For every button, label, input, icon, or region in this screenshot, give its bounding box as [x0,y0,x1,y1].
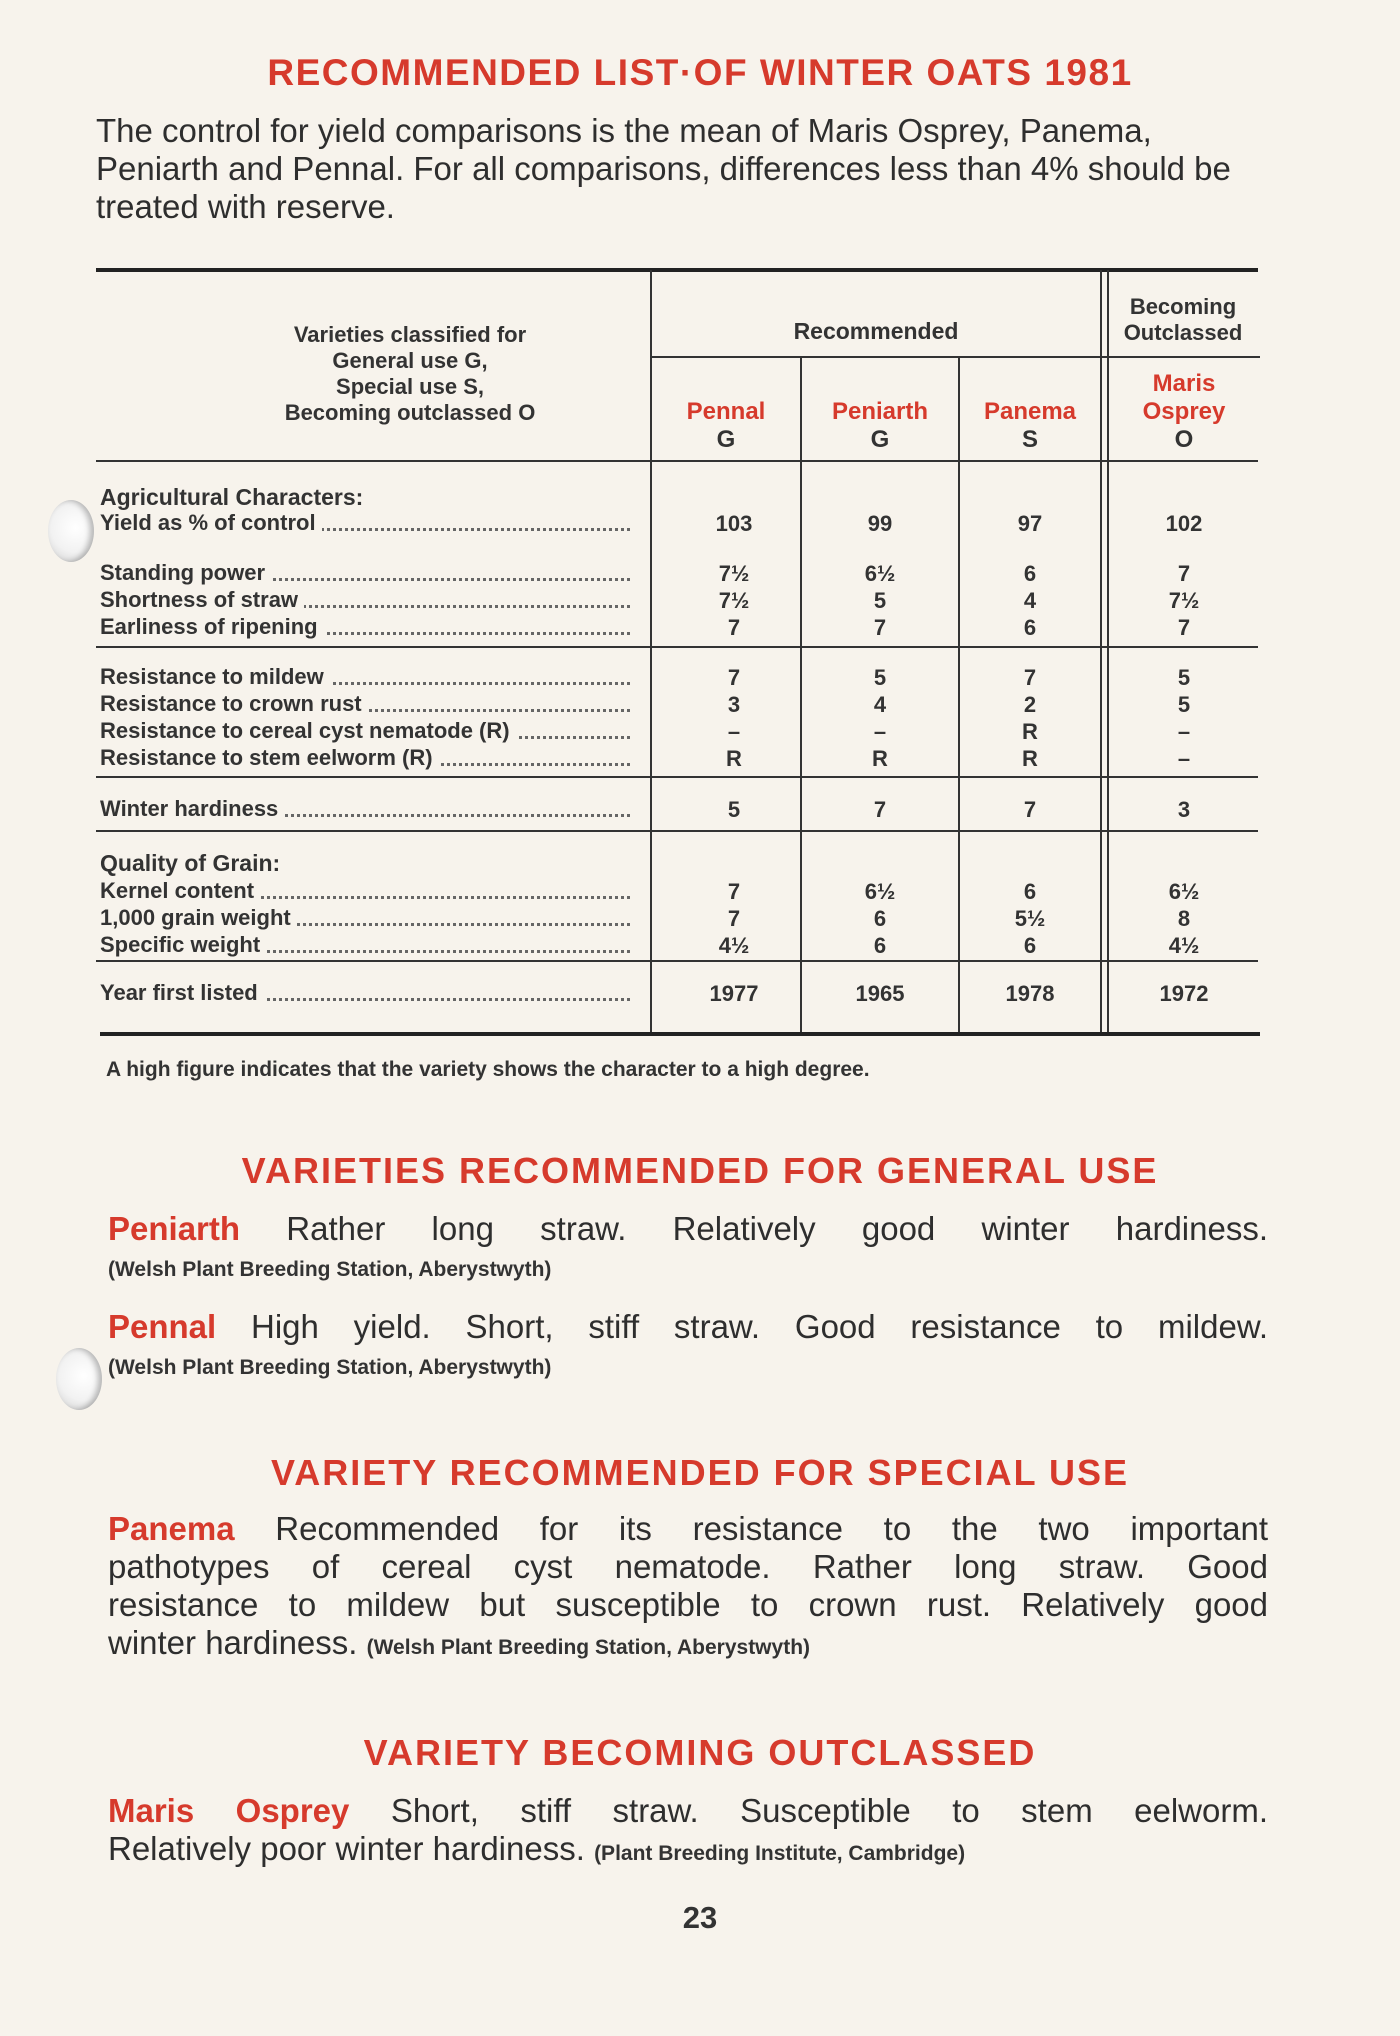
page-number: 23 [682,1900,718,1935]
table-cell: 1978 [1005,981,1055,1006]
table-cell: 7 [1023,797,1037,822]
table-cell: 1972 [1159,981,1209,1006]
row-label [100,691,630,717]
osprey-line [108,1792,1268,1830]
table-cell: 102 [1165,511,1203,536]
table-cell: 6 [1023,561,1037,586]
table-cell: 97 [1017,511,1043,536]
table-cell: 7 [873,797,887,822]
classification-note [200,322,620,426]
row-label [100,980,630,1006]
group-outclassed-line: Becoming [1129,294,1237,319]
variety-text: High yield. Short, stiff straw. Good resistance to mildew. [251,1308,1269,1345]
pennal-description [108,1308,1268,1346]
row-label [100,745,630,771]
panema-breeder: (Welsh Plant Breeding Station, Aberystwyth) [366,1636,811,1659]
table-footnote: A high figure indicates that the variety shows the character to a high degree. [106,1058,870,1081]
table-cell: 4½ [1168,933,1200,958]
table-cell: 5 [873,665,887,690]
table-cell: 7½ [1168,588,1200,613]
row-label-text: Winter hardiness [100,796,284,821]
row-label-text: Kernel content [100,878,260,903]
row-label [100,932,630,958]
table-cell: R [1022,719,1038,744]
row-label-text: Resistance to mildew [100,664,330,689]
column-panema [960,398,1100,454]
table-cell: 1965 [855,981,905,1006]
table-row-line [96,776,1258,778]
row-label [100,718,630,744]
table-cell: 4½ [718,933,750,958]
row-label [100,587,630,613]
variety-text: Relatively poor winter hardiness. [108,1830,585,1867]
variety-name: Panema [108,1510,235,1547]
table-top-rule [96,268,1258,272]
table-cell: 6½ [864,561,896,586]
table-cell: 7 [1023,665,1037,690]
table-bottom-rule [100,1032,1260,1036]
table-cell: 5 [1177,692,1191,717]
table-divider [650,270,652,1032]
group-outclassed-line: Outclassed [1123,320,1243,345]
variety-text: Rather long straw. Relatively good winter hardiness. [286,1210,1269,1247]
table-cell: 6 [1023,615,1037,640]
table-cell: 1977 [709,981,759,1006]
row-label [100,796,630,822]
table-cell: 7 [1177,561,1191,586]
table-cell: 103 [715,511,753,536]
column-name: Peniarth [831,398,929,425]
table-cell: 6 [1023,879,1037,904]
variety-text: Short, stiff straw. Susceptible to stem eelworm. [390,1792,1269,1829]
panema-description [108,1510,1268,1667]
row-label [100,878,630,904]
table-cell: 6 [873,933,887,958]
table-cell: 6½ [1168,879,1200,904]
table-cell: – [873,719,887,744]
variety-name: Pennal [108,1308,217,1345]
note-line: Special use S, [336,374,484,399]
panema-line: resistance to mildew but susceptible to crown rust. Relatively good [108,1586,1268,1623]
column-maris-osprey [1109,370,1259,454]
section-agricultural: Agricultural Characters: [100,484,364,510]
row-label-text: Shortness of straw [100,587,304,612]
peniarth-breeder: (Welsh Plant Breeding Station, Aberystwyth) [108,1258,552,1281]
panema-line [108,1624,1268,1667]
pennal-breeder: (Welsh Plant Breeding Station, Aberystwyth) [108,1356,552,1379]
table-cell: 7 [727,906,741,931]
table-cell: – [1177,746,1191,771]
row-label-text: Specific weight [100,932,266,957]
section-quality: Quality of Grain: [100,850,281,876]
row-label [100,510,630,536]
group-recommended: Recommended [793,318,959,344]
table-cell: 3 [1177,797,1191,822]
maris-osprey-description [108,1792,1268,1873]
variety-text: winter hardiness. [108,1624,358,1661]
table-cell: – [1177,719,1191,744]
row-label-text: Earliness of ripening [100,614,324,639]
table-cell: – [727,719,741,744]
row-label-text: Year first listed [100,980,264,1005]
table-cell: 5 [1177,665,1191,690]
table-row-line [96,830,1258,832]
table-cell: 5 [873,588,887,613]
outclassed-heading: VARIETY BECOMING OUTCLASSED [363,1732,1037,1773]
column-class: O [1174,426,1194,453]
osprey-breeder: (Plant Breeding Institute, Cambridge) [594,1842,966,1865]
table-divider [1100,270,1102,1032]
table-cell: 6½ [864,879,896,904]
row-label-text: Resistance to stem eelworm (R) [100,745,439,770]
table-cell: R [726,746,742,771]
table-cell: 99 [867,511,893,536]
table-cell: 8 [1177,906,1191,931]
general-use-heading: VARIETIES RECOMMENDED FOR GENERAL USE [241,1150,1159,1191]
group-outclassed [1108,294,1258,346]
column-class: S [1021,426,1038,453]
column-pennal [652,398,800,454]
peniarth-description [108,1210,1268,1248]
note-line: Varieties classified for [293,322,527,347]
row-label [100,905,630,931]
intro-paragraph: The control for yield comparisons is the mean of Maris Osprey, Panema, Peniarth and Pennal. For all comparisons, differences less than 4% should be treated with reserve. [96,112,1231,225]
row-label [100,664,630,690]
table-cell: 4 [873,692,887,717]
table-cell: 3 [727,692,741,717]
page-title: RECOMMENDED LIST·OF WINTER OATS 1981 [267,52,1133,93]
column-peniarth [802,398,958,454]
punch-hole [56,1348,102,1410]
column-class: G [716,426,736,453]
column-class: G [870,426,890,453]
row-label-text: Resistance to crown rust [100,691,368,716]
table-cell: 7 [1177,615,1191,640]
table-row-line [96,960,1258,962]
table-cell: 7 [873,615,887,640]
row-label [100,614,630,640]
table-cell: 4 [1023,588,1037,613]
punch-hole [48,500,94,562]
row-label-text: 1,000 grain weight [100,905,297,930]
table-cell: 2 [1023,692,1037,717]
table-cell: 5 [727,797,741,822]
table-cell: 7 [727,879,741,904]
column-name: Panema [983,398,1077,425]
table-header-line [650,356,1260,358]
panema-line: pathotypes of cereal cyst nematode. Rather long straw. Good [108,1548,1268,1585]
table-cell: R [1022,746,1038,771]
table-row-line [96,646,1258,648]
table-cell: 7½ [718,588,750,613]
table-cell: 7 [727,615,741,640]
table-row-line [96,460,1258,462]
panema-line [108,1510,1268,1548]
row-label-text: Standing power [100,560,271,585]
table-cell: 6 [1023,933,1037,958]
variety-text: Recommended for its resistance to the two important [275,1510,1269,1547]
variety-name: Maris Osprey [108,1792,350,1829]
note-line: Becoming outclassed O [284,400,536,425]
table-cell: 5½ [1014,906,1046,931]
table-cell: 6 [873,906,887,931]
special-use-heading: VARIETY RECOMMENDED FOR SPECIAL USE [270,1452,1130,1493]
row-label [100,560,630,586]
column-name: Pennal [686,398,766,425]
table-cell: 7½ [718,561,750,586]
row-label-text: Resistance to cereal cyst nematode (R) [100,718,516,743]
table-cell: R [872,746,888,771]
variety-name: Peniarth [108,1210,241,1247]
table-cell: 7 [727,665,741,690]
column-name: Maris Osprey [1142,370,1226,425]
osprey-line [108,1830,1268,1873]
row-label-text: Yield as % of control [100,510,322,535]
note-line: General use G, [332,348,488,373]
